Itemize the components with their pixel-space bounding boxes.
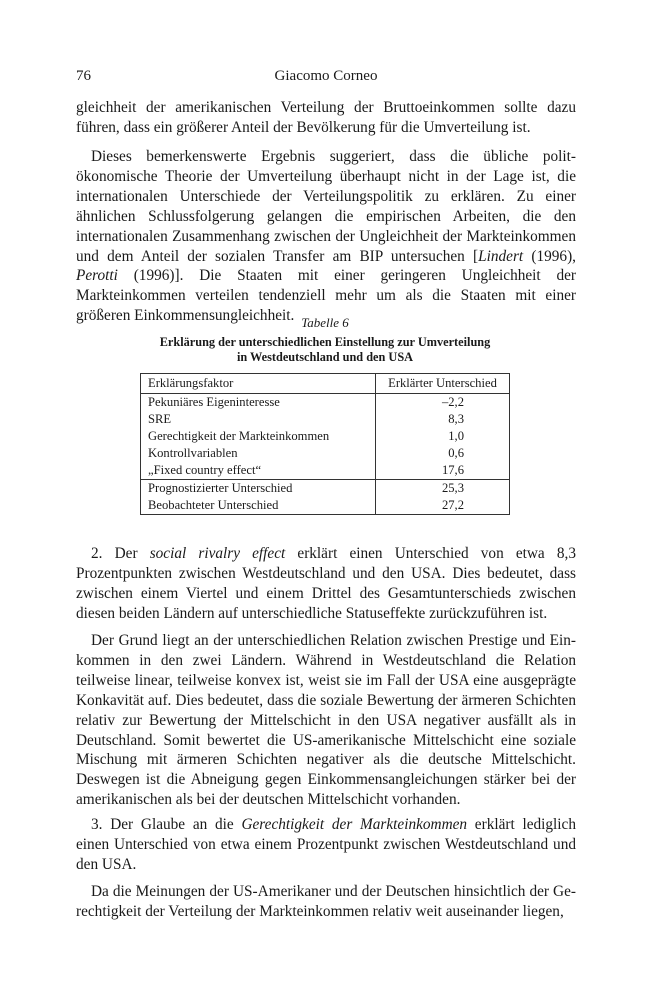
citation-perotti: Perotti — [76, 267, 118, 285]
value-cell: 1,0 — [376, 428, 510, 445]
factor-cell: „Fixed country effect“ — [141, 462, 376, 480]
table-row — [141, 480, 510, 498]
table-header-row — [141, 374, 510, 394]
paragraph-market-fairness: 3. Der Glaube an die Gerechtigkeit der Markteinkommen erklärt lediglich einen Unterschied von etwa einem Prozentpunkt zwischen Westdeutschland und den USA. — [76, 816, 576, 873]
paragraph-opinions: Da die Meinungen der US-Amerikaner und der Deutschen hinsichtlich der Gerechtigkeit der Verteilung der Markteinkommen relativ weit auseinander liegen, — [76, 883, 576, 920]
value-cell: 25,3 — [376, 480, 510, 498]
page-header — [76, 68, 576, 90]
header-difference: Erklärter Unterschied — [376, 374, 510, 394]
value-cell: 17,6 — [376, 462, 510, 480]
term-market-fairness: Gerechtigkeit der Markteinkommen — [241, 816, 468, 833]
table-row — [141, 411, 510, 428]
value-cell: 27,2 — [376, 497, 510, 515]
table-title: Erklärung der unterschiedlichen Einstellung zur Umverteilung in Westdeutschland und den USA — [159, 335, 491, 364]
factor-cell: Beobachteter Unterschied — [141, 497, 376, 515]
paragraph-prestige-relation: Der Grund liegt an der unterschiedlichen Relation zwischen Prestige und Einkommen in den zwei Ländern. Während in Westdeutschland die Relation teilweise linear, teilweise konvex ist, weist sie im Fall der USA eine ausgeprägte Konkavität auf. Dies bedeutet, dass die soziale Bewertung der ärmeren Schichten relativ zur Bewertung der Mittelschicht in den USA negativer ausfällt als in Deutschland. Somit bewertet die US-amerikanische Mittelschicht eine soziale Mischung mit ärmeren Schichten negativer als die deutsche Mittelschicht. Deswegen ist die Abneigung gegen Einkommensangleichungen stärker bei der amerikanischen als bei der deutschen Mittelschicht vorhanden. — [76, 632, 576, 809]
value-cell: 8,3 — [376, 411, 510, 428]
table-6 — [140, 315, 510, 515]
paragraph-result-interpretation: Dieses bemerkenswerte Ergebnis suggeriert, dass die übliche polit-ökonomische Theorie der Umverteilung überhaupt nicht in der Lage ist, die internationalen Unterschiede der Verteilungspolitik zu erklären. Zu einer ähnlichen Schlussfolgerung gelangen die empirischen Arbeiten, die den internationalen Zusammenhang zwischen der Ungleichheit der Markteinkommen und dem Anteil der sozialen Transfer am BIP untersuchen [Lindert (1996), Perotti (1996)]. Die Staaten mit einer geringeren Ungleichheit der Markteinkommen verteilen tendenziell mehr um als die Staaten mit einer größeren Einkommensungleichheit. — [76, 148, 576, 325]
citation-lindert: Lindert — [478, 247, 524, 265]
explanation-table — [140, 373, 510, 515]
header-factor: Erklärungsfaktor — [141, 374, 376, 394]
factor-cell: SRE — [141, 411, 376, 428]
term-social-rivalry-effect: social rivalry effect — [149, 545, 286, 562]
table-row — [141, 394, 510, 412]
running-head: Giacomo Corneo — [274, 68, 378, 84]
table-row — [141, 428, 510, 445]
paragraph-social-rivalry: 2. Der social rivalry effect erklärt einen Unterschied von etwa 8,3 Prozentpunkten zwischen Westdeutschland und den USA. Dies bedeutet, dass zwischen einem Viertel und einem Drittel des Gesamtunterschieds zwischen diesen beiden Ländern auf unterschiedliche Statuseffekte zurückzuführen ist. — [76, 545, 576, 622]
factor-cell: Prognostizierter Unterschied — [141, 480, 376, 498]
page-number: 76 — [76, 68, 91, 84]
factor-cell: Kontrollvariablen — [141, 445, 376, 462]
table-row — [141, 462, 510, 480]
value-cell: –2,2 — [376, 394, 510, 412]
value-cell: 0,6 — [376, 445, 510, 462]
factor-cell: Pekuniäres Eigeninteresse — [141, 394, 376, 412]
table-label: Tabelle 6 — [301, 315, 349, 330]
paragraph-continuation: gleichheit der amerikanischen Verteilung der Bruttoeinkommen sollte dazu führen, dass ein größerer Anteil der Bevölkerung für die Umverteilung ist. — [76, 99, 576, 136]
factor-cell: Gerechtigkeit der Markteinkommen — [141, 428, 376, 445]
table-row — [141, 497, 510, 515]
table-row — [141, 445, 510, 462]
